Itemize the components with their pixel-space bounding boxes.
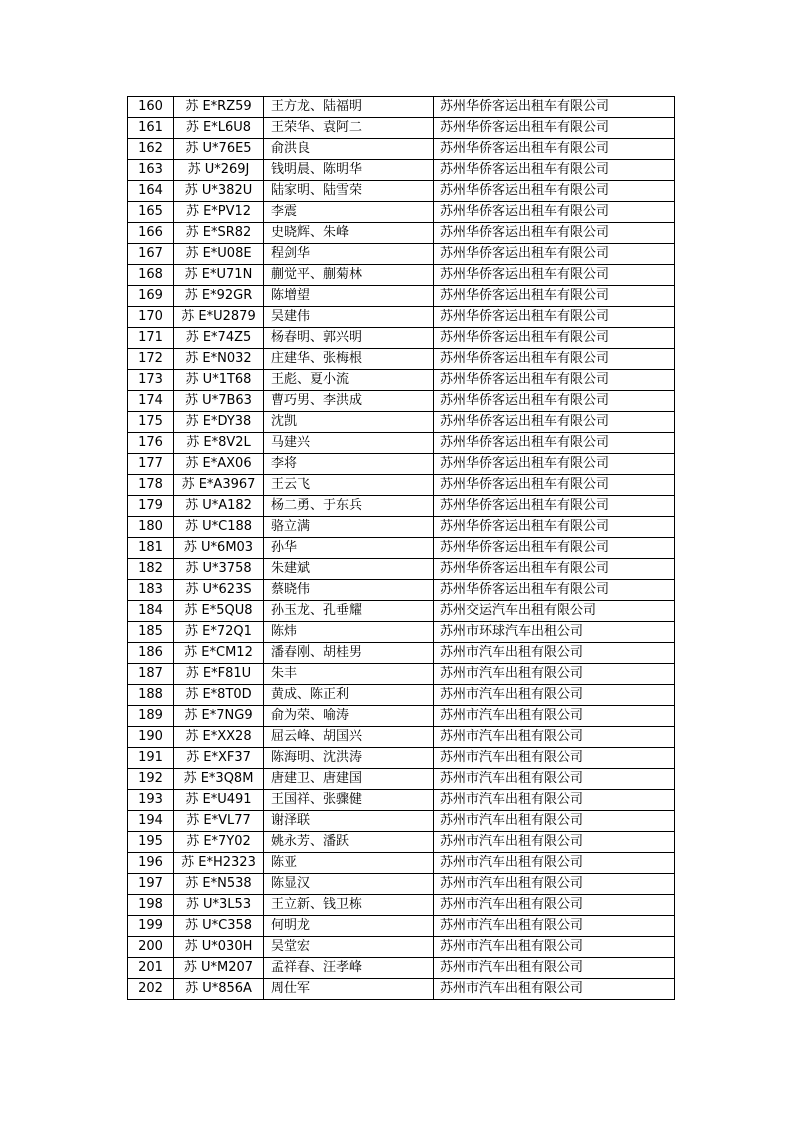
table-row — [128, 328, 675, 349]
plate-number-cell: 苏 U*C358 — [174, 916, 264, 937]
company-cell: 苏州华侨客运出租车有限公司 — [434, 202, 675, 223]
driver-names-cell: 孟祥春、汪孝峰 — [264, 958, 434, 979]
row-number-cell: 173 — [128, 370, 174, 391]
company-cell: 苏州华侨客运出租车有限公司 — [434, 139, 675, 160]
company-cell: 苏州华侨客运出租车有限公司 — [434, 454, 675, 475]
driver-names-cell: 陈显汉 — [264, 874, 434, 895]
table-row — [128, 181, 675, 202]
plate-number-cell: 苏 E*A3967 — [174, 475, 264, 496]
company-cell: 苏州华侨客运出租车有限公司 — [434, 223, 675, 244]
plate-number-cell: 苏 E*CM12 — [174, 643, 264, 664]
row-number-cell: 186 — [128, 643, 174, 664]
plate-number-cell: 苏 U*A182 — [174, 496, 264, 517]
company-cell: 苏州华侨客运出租车有限公司 — [434, 265, 675, 286]
plate-number-cell: 苏 U*M207 — [174, 958, 264, 979]
plate-number-cell: 苏 U*6M03 — [174, 538, 264, 559]
table-row — [128, 202, 675, 223]
plate-number-cell: 苏 E*SR82 — [174, 223, 264, 244]
plate-number-cell: 苏 E*VL77 — [174, 811, 264, 832]
driver-names-cell: 陈炜 — [264, 622, 434, 643]
table-row — [128, 769, 675, 790]
table-row — [128, 265, 675, 286]
table-row — [128, 664, 675, 685]
row-number-cell: 170 — [128, 307, 174, 328]
plate-number-cell: 苏 E*N538 — [174, 874, 264, 895]
company-cell: 苏州市环球汽车出租公司 — [434, 622, 675, 643]
plate-number-cell: 苏 E*N032 — [174, 349, 264, 370]
company-cell: 苏州华侨客运出租车有限公司 — [434, 97, 675, 118]
company-cell: 苏州市汽车出租有限公司 — [434, 769, 675, 790]
driver-names-cell: 陈增望 — [264, 286, 434, 307]
driver-names-cell: 史晓辉、朱峰 — [264, 223, 434, 244]
row-number-cell: 185 — [128, 622, 174, 643]
row-number-cell: 182 — [128, 559, 174, 580]
driver-names-cell: 谢泽联 — [264, 811, 434, 832]
driver-names-cell: 陈海明、沈洪涛 — [264, 748, 434, 769]
plate-number-cell: 苏 E*L6U8 — [174, 118, 264, 139]
row-number-cell: 169 — [128, 286, 174, 307]
driver-names-cell: 潘春刚、胡桂男 — [264, 643, 434, 664]
row-number-cell: 189 — [128, 706, 174, 727]
company-cell: 苏州市汽车出租有限公司 — [434, 706, 675, 727]
plate-number-cell: 苏 U*382U — [174, 181, 264, 202]
row-number-cell: 178 — [128, 475, 174, 496]
company-cell: 苏州华侨客运出租车有限公司 — [434, 307, 675, 328]
plate-number-cell: 苏 U*030H — [174, 937, 264, 958]
row-number-cell: 183 — [128, 580, 174, 601]
table-row — [128, 118, 675, 139]
company-cell: 苏州市汽车出租有限公司 — [434, 979, 675, 1000]
table-row — [128, 517, 675, 538]
table-row — [128, 559, 675, 580]
table-row — [128, 160, 675, 181]
company-cell: 苏州华侨客运出租车有限公司 — [434, 433, 675, 454]
plate-number-cell: 苏 E*AX06 — [174, 454, 264, 475]
company-cell: 苏州市汽车出租有限公司 — [434, 685, 675, 706]
plate-number-cell: 苏 E*8V2L — [174, 433, 264, 454]
table-body — [128, 97, 675, 1000]
table-row — [128, 349, 675, 370]
driver-names-cell: 何明龙 — [264, 916, 434, 937]
table-row — [128, 916, 675, 937]
company-cell: 苏州市汽车出租有限公司 — [434, 874, 675, 895]
plate-number-cell: 苏 E*92GR — [174, 286, 264, 307]
row-number-cell: 194 — [128, 811, 174, 832]
table-row — [128, 391, 675, 412]
driver-names-cell: 吴建伟 — [264, 307, 434, 328]
table-row — [128, 580, 675, 601]
row-number-cell: 192 — [128, 769, 174, 790]
plate-number-cell: 苏 E*XF37 — [174, 748, 264, 769]
plate-number-cell: 苏 E*PV12 — [174, 202, 264, 223]
driver-names-cell: 孙玉龙、孔垂耀 — [264, 601, 434, 622]
row-number-cell: 160 — [128, 97, 174, 118]
row-number-cell: 198 — [128, 895, 174, 916]
plate-number-cell: 苏 U*76E5 — [174, 139, 264, 160]
row-number-cell: 177 — [128, 454, 174, 475]
row-number-cell: 179 — [128, 496, 174, 517]
driver-names-cell: 钱明晨、陈明华 — [264, 160, 434, 181]
row-number-cell: 165 — [128, 202, 174, 223]
table-row — [128, 412, 675, 433]
company-cell: 苏州华侨客运出租车有限公司 — [434, 370, 675, 391]
driver-names-cell: 王云飞 — [264, 475, 434, 496]
table-row — [128, 97, 675, 118]
driver-names-cell: 孙华 — [264, 538, 434, 559]
table-row — [128, 286, 675, 307]
table-row — [128, 307, 675, 328]
row-number-cell: 175 — [128, 412, 174, 433]
row-number-cell: 190 — [128, 727, 174, 748]
plate-number-cell: 苏 E*XX28 — [174, 727, 264, 748]
driver-names-cell: 周仕军 — [264, 979, 434, 1000]
table-row — [128, 748, 675, 769]
row-number-cell: 197 — [128, 874, 174, 895]
row-number-cell: 164 — [128, 181, 174, 202]
driver-names-cell: 王国祥、张骤健 — [264, 790, 434, 811]
driver-names-cell: 姚永芳、潘跃 — [264, 832, 434, 853]
table-row — [128, 496, 675, 517]
row-number-cell: 166 — [128, 223, 174, 244]
plate-number-cell: 苏 E*72Q1 — [174, 622, 264, 643]
table-row — [128, 727, 675, 748]
plate-number-cell: 苏 E*7NG9 — [174, 706, 264, 727]
company-cell: 苏州华侨客运出租车有限公司 — [434, 559, 675, 580]
company-cell: 苏州市汽车出租有限公司 — [434, 937, 675, 958]
driver-names-cell: 王彪、夏小流 — [264, 370, 434, 391]
plate-number-cell: 苏 E*5QU8 — [174, 601, 264, 622]
company-cell: 苏州华侨客运出租车有限公司 — [434, 580, 675, 601]
company-cell: 苏州市汽车出租有限公司 — [434, 832, 675, 853]
company-cell: 苏州市汽车出租有限公司 — [434, 664, 675, 685]
plate-number-cell: 苏 U*7B63 — [174, 391, 264, 412]
table-row — [128, 139, 675, 160]
company-cell: 苏州华侨客运出租车有限公司 — [434, 160, 675, 181]
row-number-cell: 172 — [128, 349, 174, 370]
table-row — [128, 790, 675, 811]
driver-names-cell: 陈亚 — [264, 853, 434, 874]
driver-names-cell: 马建兴 — [264, 433, 434, 454]
company-cell: 苏州交运汽车出租有限公司 — [434, 601, 675, 622]
driver-names-cell: 曹巧男、李洪成 — [264, 391, 434, 412]
table-row — [128, 223, 675, 244]
driver-names-cell: 俞洪良 — [264, 139, 434, 160]
row-number-cell: 195 — [128, 832, 174, 853]
company-cell: 苏州华侨客运出租车有限公司 — [434, 496, 675, 517]
company-cell: 苏州华侨客运出租车有限公司 — [434, 244, 675, 265]
row-number-cell: 201 — [128, 958, 174, 979]
company-cell: 苏州市汽车出租有限公司 — [434, 958, 675, 979]
plate-number-cell: 苏 U*C188 — [174, 517, 264, 538]
company-cell: 苏州市汽车出租有限公司 — [434, 916, 675, 937]
plate-number-cell: 苏 E*DY38 — [174, 412, 264, 433]
row-number-cell: 163 — [128, 160, 174, 181]
table-row — [128, 874, 675, 895]
table-row — [128, 622, 675, 643]
row-number-cell: 200 — [128, 937, 174, 958]
table-row — [128, 853, 675, 874]
plate-number-cell: 苏 E*U08E — [174, 244, 264, 265]
driver-names-cell: 陆家明、陆雪荣 — [264, 181, 434, 202]
company-cell: 苏州华侨客运出租车有限公司 — [434, 328, 675, 349]
row-number-cell: 188 — [128, 685, 174, 706]
row-number-cell: 202 — [128, 979, 174, 1000]
plate-number-cell: 苏 E*74Z5 — [174, 328, 264, 349]
plate-number-cell: 苏 U*3758 — [174, 559, 264, 580]
row-number-cell: 162 — [128, 139, 174, 160]
table-row — [128, 454, 675, 475]
table-row — [128, 538, 675, 559]
company-cell: 苏州华侨客运出租车有限公司 — [434, 349, 675, 370]
table-row — [128, 958, 675, 979]
company-cell: 苏州华侨客运出租车有限公司 — [434, 118, 675, 139]
driver-names-cell: 朱建斌 — [264, 559, 434, 580]
table-row — [128, 832, 675, 853]
row-number-cell: 180 — [128, 517, 174, 538]
plate-number-cell: 苏 E*U71N — [174, 265, 264, 286]
driver-names-cell: 蒯觉平、蒯菊林 — [264, 265, 434, 286]
plate-number-cell: 苏 E*F81U — [174, 664, 264, 685]
driver-names-cell: 杨春明、郭兴明 — [264, 328, 434, 349]
row-number-cell: 171 — [128, 328, 174, 349]
row-number-cell: 168 — [128, 265, 174, 286]
table-row — [128, 937, 675, 958]
plate-number-cell: 苏 E*H2323 — [174, 853, 264, 874]
row-number-cell: 176 — [128, 433, 174, 454]
row-number-cell: 199 — [128, 916, 174, 937]
company-cell: 苏州华侨客运出租车有限公司 — [434, 391, 675, 412]
row-number-cell: 174 — [128, 391, 174, 412]
row-number-cell: 196 — [128, 853, 174, 874]
company-cell: 苏州华侨客运出租车有限公司 — [434, 412, 675, 433]
company-cell: 苏州市汽车出租有限公司 — [434, 727, 675, 748]
driver-names-cell: 黄成、陈正利 — [264, 685, 434, 706]
row-number-cell: 187 — [128, 664, 174, 685]
table-row — [128, 370, 675, 391]
table-row — [128, 895, 675, 916]
company-cell: 苏州市汽车出租有限公司 — [434, 643, 675, 664]
driver-names-cell: 杨二勇、于东兵 — [264, 496, 434, 517]
plate-number-cell: 苏 E*8T0D — [174, 685, 264, 706]
company-cell: 苏州市汽车出租有限公司 — [434, 853, 675, 874]
driver-names-cell: 王荣华、袁阿二 — [264, 118, 434, 139]
table-row — [128, 685, 675, 706]
plate-number-cell: 苏 E*RZ59 — [174, 97, 264, 118]
driver-names-cell: 王立新、钱卫栋 — [264, 895, 434, 916]
driver-names-cell: 李震 — [264, 202, 434, 223]
plate-number-cell: 苏 U*1T68 — [174, 370, 264, 391]
table-row — [128, 979, 675, 1000]
plate-number-cell: 苏 E*7Y02 — [174, 832, 264, 853]
table-row — [128, 643, 675, 664]
company-cell: 苏州市汽车出租有限公司 — [434, 748, 675, 769]
table-row — [128, 706, 675, 727]
plate-number-cell: 苏 U*623S — [174, 580, 264, 601]
driver-names-cell: 沈凯 — [264, 412, 434, 433]
company-cell: 苏州华侨客运出租车有限公司 — [434, 517, 675, 538]
table-row — [128, 244, 675, 265]
plate-number-cell: 苏 E*3Q8M — [174, 769, 264, 790]
company-cell: 苏州华侨客运出租车有限公司 — [434, 286, 675, 307]
row-number-cell: 181 — [128, 538, 174, 559]
driver-names-cell: 王方龙、陆福明 — [264, 97, 434, 118]
driver-names-cell: 骆立满 — [264, 517, 434, 538]
table-row — [128, 601, 675, 622]
company-cell: 苏州市汽车出租有限公司 — [434, 811, 675, 832]
driver-names-cell: 唐建卫、唐建国 — [264, 769, 434, 790]
company-cell: 苏州华侨客运出租车有限公司 — [434, 181, 675, 202]
driver-names-cell: 庄建华、张梅根 — [264, 349, 434, 370]
table-row — [128, 475, 675, 496]
company-cell: 苏州市汽车出租有限公司 — [434, 790, 675, 811]
registry-table — [127, 96, 675, 1000]
company-cell: 苏州华侨客运出租车有限公司 — [434, 538, 675, 559]
table-row — [128, 433, 675, 454]
row-number-cell: 167 — [128, 244, 174, 265]
company-cell: 苏州华侨客运出租车有限公司 — [434, 475, 675, 496]
company-cell: 苏州市汽车出租有限公司 — [434, 895, 675, 916]
plate-number-cell: 苏 E*U2879 — [174, 307, 264, 328]
plate-number-cell: 苏 U*856A — [174, 979, 264, 1000]
table-row — [128, 811, 675, 832]
row-number-cell: 193 — [128, 790, 174, 811]
driver-names-cell: 吴堂宏 — [264, 937, 434, 958]
driver-names-cell: 蔡晓伟 — [264, 580, 434, 601]
driver-names-cell: 程剑华 — [264, 244, 434, 265]
row-number-cell: 184 — [128, 601, 174, 622]
plate-number-cell: 苏 U*3L53 — [174, 895, 264, 916]
driver-names-cell: 朱丰 — [264, 664, 434, 685]
plate-number-cell: 苏 U*269J — [174, 160, 264, 181]
driver-names-cell: 李将 — [264, 454, 434, 475]
plate-number-cell: 苏 E*U491 — [174, 790, 264, 811]
driver-names-cell: 屈云峰、胡国兴 — [264, 727, 434, 748]
driver-names-cell: 俞为荣、喻涛 — [264, 706, 434, 727]
row-number-cell: 161 — [128, 118, 174, 139]
row-number-cell: 191 — [128, 748, 174, 769]
